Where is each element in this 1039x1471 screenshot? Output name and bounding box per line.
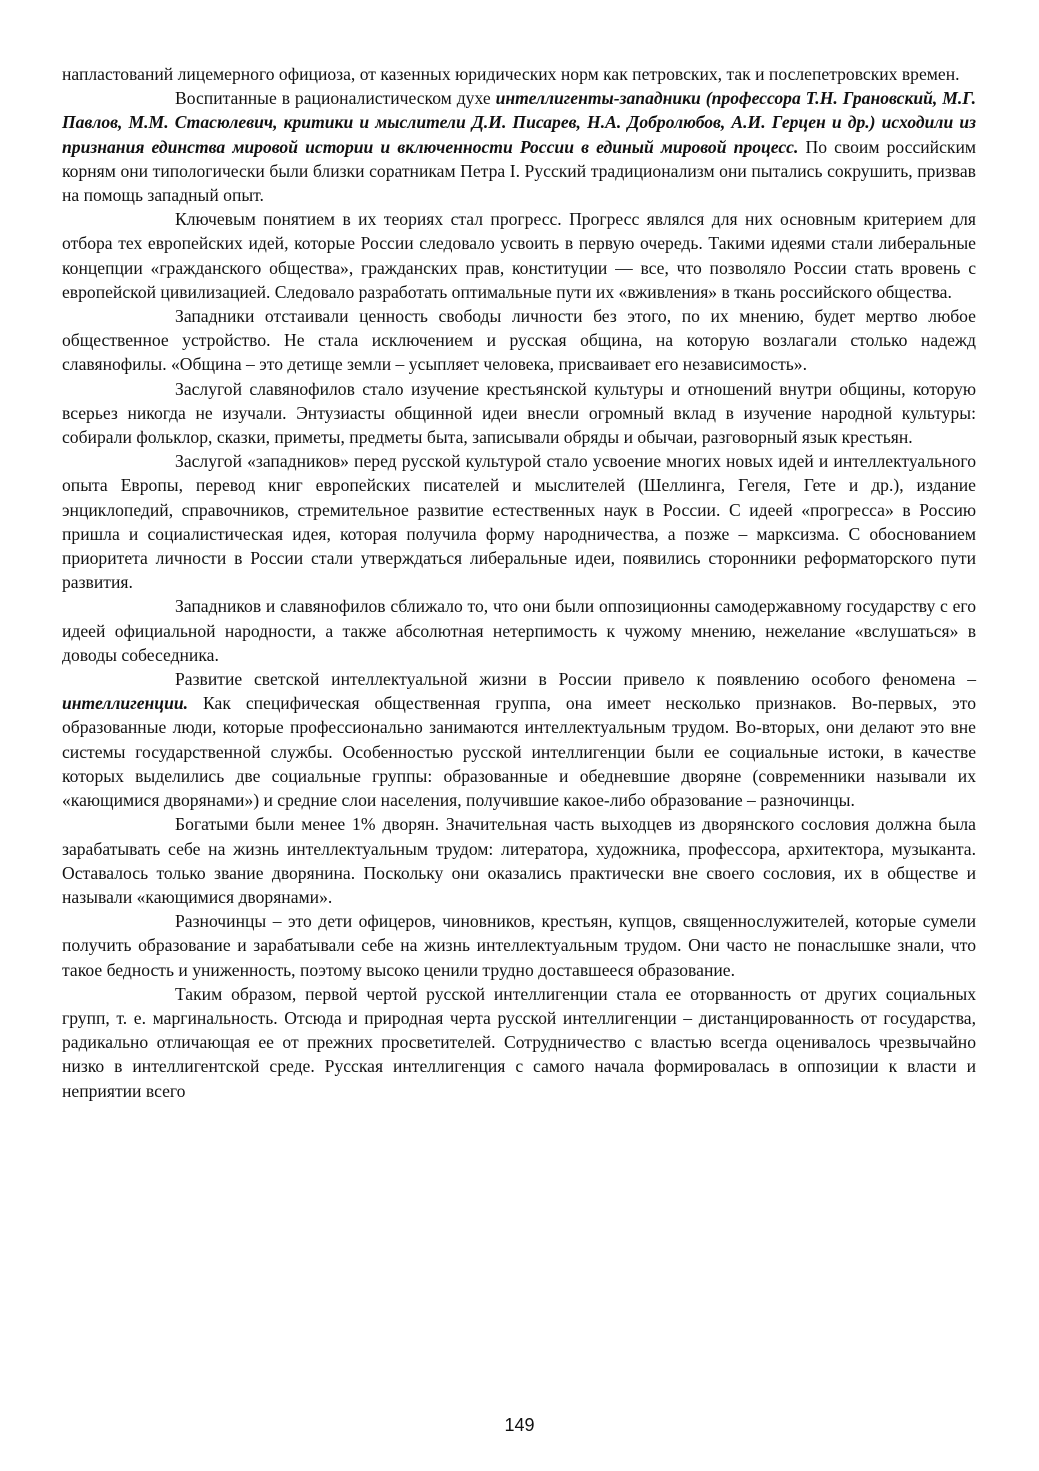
text-run: Заслугой «западников» перед русской культурой стало усвоение многих новых идей и интеллектуального опыта Европы, перевод книг европейских писателей и мыслителей (Шеллинга, Гегеля, Гете и др.), издание энциклопедий, справочников, стремительное развитие естественных наук в России. С идеей «прогресса» в Россию пришла и социалистическая идея, которая получила форму народничества, а позже – марксизма. С обоснованием приоритета личности в России стали утверждаться либеральные идеи, появились сторонники реформаторского пути развития. [62, 451, 976, 593]
paragraph [62, 812, 976, 909]
text-run: Западники отстаивали ценность свободы личности без этого, по их мнению, будет мертво любое общественное устройство. Не стала исключением и русская община, на которую возлагали столько надежд славянофилы. «Община – это детище земли – усыпляет человека, присваивает его независимость». [62, 306, 976, 375]
paragraph [62, 667, 976, 812]
text-run: Разночинцы – это дети офицеров, чиновников, крестьян, купцов, священнослужителей, которые сумели получить образование и зарабатывали себе на жизнь интеллектуальным трудом. Они часто не понаслышке знали, что такое бедность и униженность, поэтому высоко ценили трудно доставшееся образование. [62, 911, 976, 980]
paragraph [62, 377, 976, 450]
paragraph [62, 304, 976, 377]
page-body [62, 62, 976, 1103]
text-run: Таким образом, первой чертой русской интеллигенции стала ее оторванность от других социальных групп, т. е. маргинальность. Отсюда и природная черта русской интеллигенции – дистанцированность от государства, радикально отличающая ее от прежних просветителей. Сотрудничество с властью всегда оценивалось чрезвычайно низко в интеллигентской среде. Русская интеллигенция с самого начала формировалась в оппозиции к власти и неприятии всего [62, 983, 976, 1101]
text-run: напластований лицемерного официоза, от казенных юридических норм как петровских, так и послепетровских времен. [62, 64, 960, 84]
paragraph [62, 449, 976, 594]
text-run: Как специфическая общественная группа, она имеет несколько признаков. Во-первых, это образованные люди, которые профессионально занимаются интеллектуальным трудом. Во-вторых, они делают это вне системы государственной службы. Особенностью русской интеллигенции были ее социальные истоки, в качестве которых выделились две социальные группы: образованные и обедневшие дворяне (современники называли их «кающимися дворянами») и средние слои населения, получившие какое-либо образование – разночинцы. [62, 693, 976, 811]
text-run: Развитие светской интеллектуальной жизни в России привело к появлению особого феномена – [175, 669, 976, 690]
emphasis [62, 693, 188, 713]
text-run: Богатыми были менее 1% дворян. Значительная часть выходцев из дворянского сословия должна была зарабатывать себе на жизнь интеллектуальным трудом: литератора, художника, профессора, архитектора, музыканта. Оставалось только звание дворянина. Поскольку они оказались практически вне своего сословия, их в обществе и называли «кающимися дворянами». [62, 814, 976, 907]
paragraph [62, 62, 976, 86]
paragraph [62, 982, 976, 1103]
text-run: Заслугой славянофилов стало изучение крестьянской культуры и отношений внутри общины, которую всерьез никогда не изучали. Энтузиасты общинной идеи внесли огромный вклад в изучение народной культуры: собирали фольклор, сказки, приметы, предметы быта, записывали обряды и обычаи, разговорный язык крестьян. [62, 378, 976, 448]
text-run: Ключевым понятием в их теориях стал прогресс. Прогресс являлся для них основным критерием для отбора тех европейских идей, которые России следовало усвоить в первую очередь. Такими идеями стали либеральные концепции «гражданского общества», гражданских прав, конституции — все, что позволяло России стать вровень с европейской цивилизацией. Следовало разработать оптимальные пути их «вживления» в ткань российского общества. [62, 209, 976, 302]
text-run: Западников и славянофилов сближало то, что они были оппозиционны самодержавному государству с его идеей официальной народности, а также абсолютная нетерпимость к чужому мнению, нежелание «вслушаться» в доводы собеседника. [62, 596, 976, 665]
text-run: По своим российским корням они типологически были близки соратникам Петра I. Русский традиционализм они пытались сокрушить, призвав на помощь западный опыт. [62, 136, 976, 206]
text-run: Воспитанные в рационалистическом духе [175, 88, 496, 109]
paragraph [62, 909, 976, 982]
emphasized-text: интеллигенции. [62, 693, 189, 714]
paragraph [62, 207, 976, 304]
emphasized-text: интеллигенты-западники (профессора Т.Н. Грановский, М.Г. Павлов, М.М. Стасюлевич, критики и мыслители Д.И. Писарев, Н.А. Добролюбов, А.И. Герцен и др.) исходили из признания единства мировой истории и включенности России в единый мировой процесс. [62, 88, 976, 157]
paragraph [62, 594, 976, 667]
page-number: 149 [504, 1415, 535, 1435]
paragraph [62, 86, 976, 207]
